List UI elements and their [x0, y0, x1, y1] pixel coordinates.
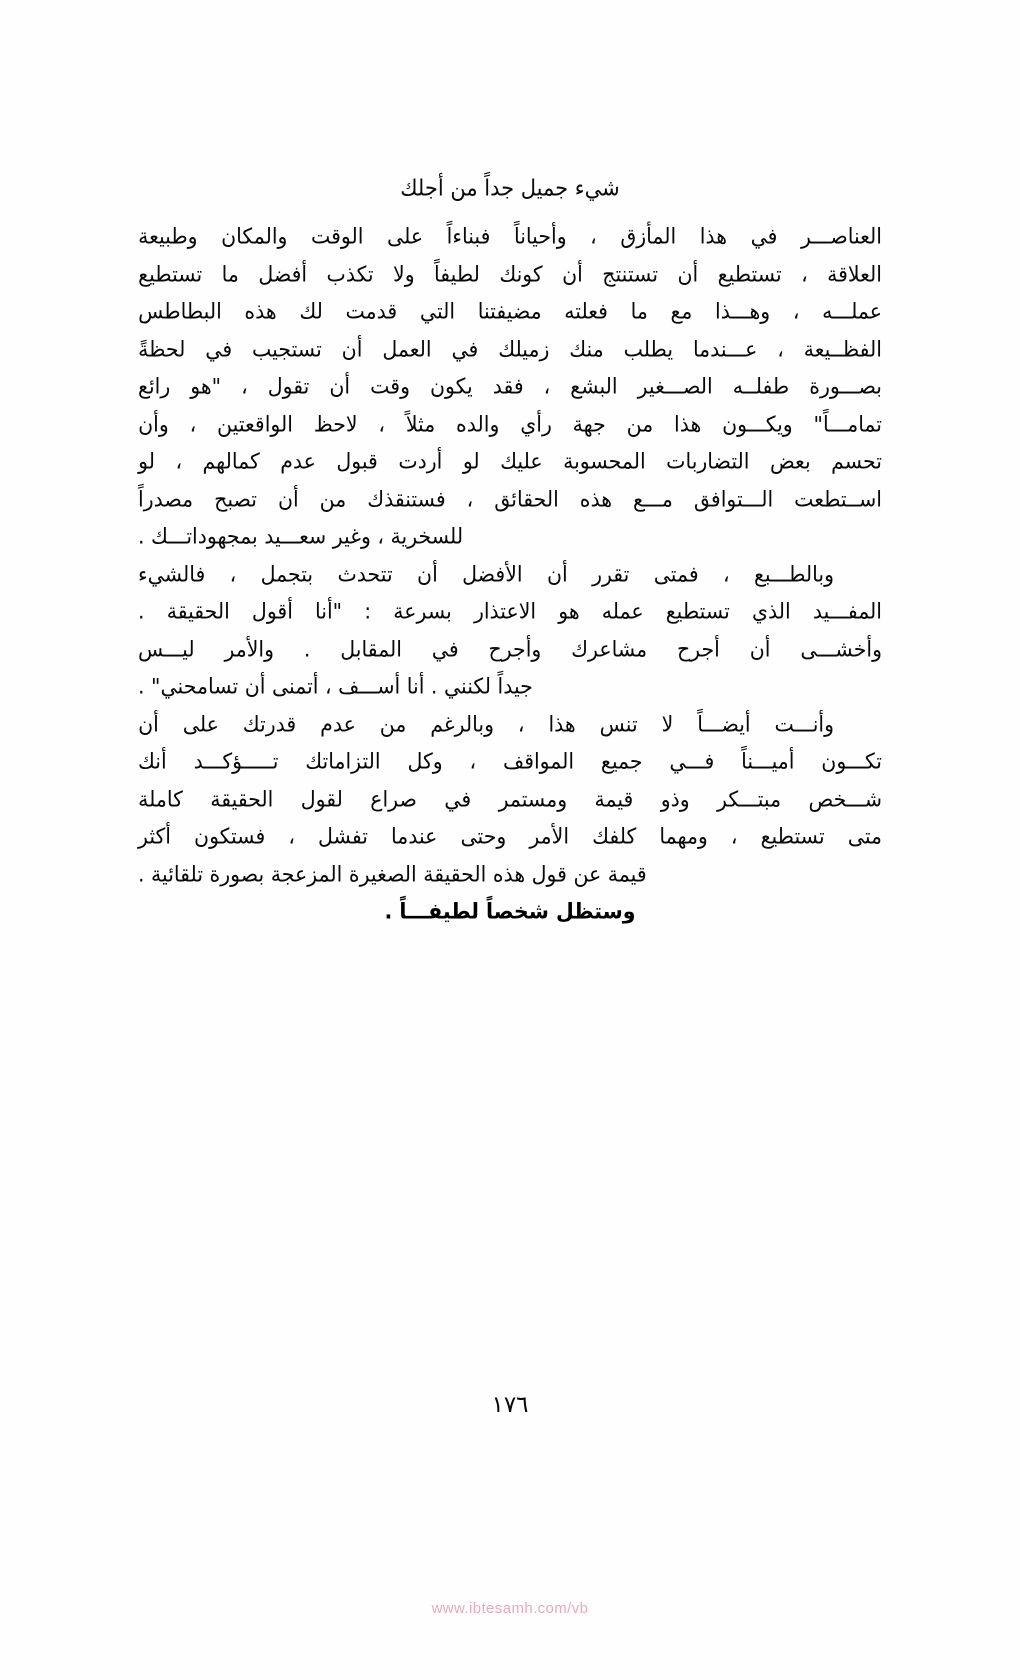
text-word: .: [303, 635, 311, 662]
text-word: في: [205, 335, 233, 362]
text-word: للسخرية ، وغير سعـــيد بمجهوداتـــك .: [138, 523, 464, 549]
text-word: الوقت: [310, 223, 364, 249]
text-word: "هو: [190, 373, 222, 399]
text-word: ،: [590, 223, 597, 249]
text-word: في: [451, 335, 479, 362]
text-word: على: [386, 223, 424, 249]
text-word: مصدراً: [138, 485, 194, 512]
text-word: لاحظ: [313, 410, 358, 437]
text-word: ،: [730, 823, 738, 849]
text-word: وكل: [407, 748, 443, 774]
text-word: لا: [661, 710, 674, 737]
text-word: وطبيعة: [138, 223, 198, 249]
text-word: وبالرغم: [430, 710, 495, 737]
text-word: تستطيع: [717, 260, 782, 287]
text-word: طفلــه: [732, 373, 790, 399]
text-word: من: [379, 710, 407, 737]
text-word: مثلاً: [405, 410, 436, 437]
page-number: ١٧٦: [491, 1392, 529, 1418]
text-word: كمالهم: [202, 448, 260, 474]
text-word: المواقف: [502, 748, 575, 774]
text-word: والأمر: [224, 635, 275, 662]
text-word: أنك: [138, 748, 167, 774]
text-line: [138, 817, 882, 856]
text-word: عدم: [280, 448, 316, 474]
text-word: تقرر: [592, 560, 630, 587]
text-word: ،: [175, 448, 183, 474]
text-word: ،: [543, 373, 551, 399]
text-word: رائع: [138, 373, 171, 399]
text-word: وأنـــت: [774, 710, 834, 737]
text-word: من: [626, 410, 654, 437]
text-word: رأي: [520, 410, 552, 437]
text-word: العلاقة: [827, 260, 882, 287]
text-word: الأمر: [529, 823, 570, 849]
text-word: لطيفاً: [434, 260, 480, 287]
text-line: [138, 292, 882, 331]
text-word: تفشل: [318, 823, 368, 849]
text-word: ومهما: [659, 823, 708, 849]
page-title: شيء جميل جداً من أجلك: [400, 175, 620, 201]
text-line: [138, 255, 882, 294]
text-word: أميـــناً: [741, 748, 795, 774]
text-word: لك: [299, 298, 323, 324]
text-word: الحقيقة: [166, 598, 230, 624]
text-word: هذه: [244, 298, 277, 324]
text-word: أن: [677, 260, 699, 287]
text-word: فقد: [492, 373, 524, 399]
text-word: الفظــيعة: [803, 335, 882, 362]
text-word: هذا: [699, 223, 728, 249]
text-line: [138, 442, 882, 481]
text-word: الواقعتين: [217, 410, 293, 437]
text-word: ،: [792, 298, 800, 324]
text-word: أيضـــاً: [697, 710, 751, 737]
text-word: ليـــس: [138, 635, 195, 662]
text-word: وأجرح: [488, 635, 542, 662]
text-word: هذا: [548, 710, 576, 737]
text-line: [138, 517, 882, 556]
text-word: يطلب: [623, 335, 674, 362]
text-word: قدمت: [345, 298, 398, 324]
text-word: وهـــذا: [715, 298, 771, 324]
text-word: تمامـــاً": [813, 410, 882, 437]
text-word: كلفك: [592, 823, 637, 849]
text-word: تستجيب: [252, 335, 322, 362]
text-word: جميع: [600, 748, 643, 774]
text-word: أن: [749, 635, 771, 662]
text-word: الحقائق: [494, 485, 559, 512]
text-word: وذو: [660, 785, 690, 812]
text-line: [138, 705, 882, 744]
text-word: المحسوبة: [563, 448, 646, 474]
text-word: في: [750, 223, 778, 249]
text-word: أن: [546, 560, 568, 587]
text-line: [138, 367, 882, 406]
text-word: فبناءاً: [446, 223, 491, 249]
text-word: فالشيء: [138, 560, 206, 587]
text-line: [138, 780, 882, 819]
text-word: مشاعرك: [571, 635, 648, 662]
text-word: اســتطعت: [794, 485, 882, 512]
text-word: وأخشـــى: [800, 635, 882, 662]
text-word: أردت: [398, 448, 443, 474]
text-word: المأزق: [620, 223, 677, 249]
text-word: مضيفتنا: [477, 298, 542, 324]
text-word: أن: [329, 373, 351, 399]
text-word: ،: [241, 373, 248, 399]
text-word: تستطيع: [665, 598, 730, 624]
text-line: [138, 555, 882, 594]
text-word: تحسم: [831, 448, 882, 474]
text-word: قدرتك: [242, 710, 297, 737]
text-word: عـــندما: [692, 335, 758, 362]
text-word: مبتـــكر: [717, 785, 782, 812]
text-word: عمله: [601, 598, 644, 624]
text-word: فعلته: [564, 298, 608, 324]
text-word: هذا: [674, 410, 702, 437]
text-word: وبالطـــبع: [753, 560, 834, 587]
text-word: ويكـــون: [722, 410, 793, 437]
text-word: لقول: [300, 785, 343, 812]
site-watermark: www.ibtesamh.com/vb: [431, 1600, 589, 1617]
text-word: الحقيقة: [210, 785, 274, 812]
text-line: [138, 742, 882, 781]
text-word: لو: [138, 448, 155, 474]
text-word: مـــع: [632, 485, 673, 512]
text-word: قيمة: [594, 785, 634, 812]
text-word: تكـــون: [821, 748, 882, 774]
text-line: [138, 667, 882, 706]
text-word: أن: [417, 560, 438, 587]
text-word: ،: [723, 560, 730, 587]
text-word: شـــخص: [808, 785, 882, 812]
text-line: [138, 592, 882, 631]
text-word: المفـــيد: [812, 598, 882, 624]
text-word: تستطيع: [760, 823, 825, 849]
text-word: تصبح: [214, 485, 258, 512]
text-word: الأفضل: [462, 560, 523, 587]
text-word: لو: [462, 448, 480, 474]
paragraph-2: [138, 556, 882, 706]
text-word: قبول: [336, 448, 378, 474]
text-word: فمتى: [653, 560, 699, 587]
text-word: في: [431, 635, 459, 662]
text-word: العمل: [382, 335, 432, 362]
text-line: [138, 217, 882, 256]
text-word: ،: [288, 823, 295, 849]
text-word: هو: [558, 598, 580, 624]
paragraph-1: [138, 218, 882, 556]
text-word: زميلك: [498, 335, 550, 362]
text-word: أن: [562, 260, 583, 287]
text-word: تستنتج: [602, 260, 659, 287]
text-word: :: [364, 598, 372, 624]
text-word: فستنقذك: [367, 485, 446, 512]
text-word: ،: [777, 335, 784, 362]
text-word: أجرح: [676, 635, 720, 662]
text-word: بسرعة: [393, 598, 452, 624]
text-word: أكثر: [138, 823, 171, 849]
text-word: من: [319, 485, 347, 512]
text-word: عندما: [390, 823, 438, 849]
text-word: ،: [801, 260, 808, 287]
text-word: بصـــورة: [809, 373, 882, 399]
text-word: بعض: [769, 448, 811, 474]
text-word: متى: [847, 823, 882, 849]
text-word: ومستمر: [498, 785, 568, 812]
text-word: ،: [517, 710, 525, 737]
text-word: عليك: [500, 448, 543, 474]
text-word: جيداً لكنني . أنا أســـف ، أتمنى أن تسامحني" .: [138, 673, 533, 699]
text-word: لحظةً: [138, 335, 186, 362]
text-word: ،: [378, 410, 386, 437]
text-word: وحتى: [460, 823, 507, 849]
text-word: أقول: [251, 598, 293, 624]
text-word: تقول: [267, 373, 310, 399]
text-word: وقت: [370, 373, 410, 399]
text-word: عملـــه: [822, 298, 882, 324]
text-word: صراع: [370, 785, 417, 812]
text-word: أن: [138, 710, 159, 737]
text-line: [138, 330, 882, 369]
text-word: أفضل: [258, 260, 308, 287]
text-word: تـــــؤكـــد: [193, 748, 279, 774]
text-word: والمكان: [221, 223, 288, 249]
text-word: في: [444, 785, 472, 812]
text-line: [138, 405, 882, 444]
text-word: ،: [466, 485, 474, 512]
text-word: البشع: [570, 373, 618, 399]
text-word: قيمة عن قول هذه الحقيقة الصغيرة المزعجة بصورة تلقائية .: [138, 860, 647, 887]
text-word: الصـــغير: [637, 373, 713, 399]
text-word: أن: [277, 485, 299, 512]
body-text: [138, 218, 882, 893]
text-word: .: [138, 598, 145, 624]
text-line: [138, 630, 882, 669]
text-word: التي: [419, 298, 456, 324]
text-word: ،: [229, 560, 237, 587]
text-word: الاعتذار: [473, 598, 537, 624]
text-word: ولا: [393, 260, 415, 287]
text-word: تنس: [599, 710, 638, 737]
text-word: يكون: [430, 373, 473, 399]
text-word: الذي: [751, 598, 791, 624]
text-word: ،: [469, 748, 477, 774]
text-word: هذه: [579, 485, 613, 512]
text-word: فـــي: [669, 748, 715, 774]
closing-line: وستظل شخصاً لطيفـــاً .: [384, 898, 636, 924]
text-word: كونك: [499, 260, 543, 287]
text-word: والده: [456, 410, 500, 437]
text-word: أن: [341, 335, 363, 362]
text-word: المقابل: [340, 635, 402, 662]
text-word: منك: [569, 335, 604, 362]
text-word: التزاماتك: [305, 748, 381, 774]
text-word: وأن: [138, 410, 169, 437]
text-word: عدم: [320, 710, 356, 737]
text-word: كاملة: [138, 785, 183, 812]
text-word: تتحدث: [337, 560, 393, 587]
text-word: تستطيع: [138, 260, 203, 287]
text-word: التضاربات: [666, 448, 750, 474]
text-word: ما: [221, 260, 239, 287]
paragraph-3: [138, 706, 882, 894]
text-word: فستكون: [194, 823, 266, 849]
text-word: وأحياناً: [513, 223, 567, 249]
text-word: تكذب: [326, 260, 374, 287]
text-word: ،: [189, 410, 197, 437]
text-word: بتجمل: [260, 560, 314, 587]
text-word: ما: [630, 298, 648, 324]
text-line: [138, 480, 882, 519]
text-word: الـــتوافق: [693, 485, 774, 512]
text-word: "أنا: [315, 598, 343, 624]
text-word: البطاطس: [138, 298, 222, 324]
text-line: [138, 855, 882, 894]
text-word: العناصـــر: [801, 223, 882, 249]
text-word: مع: [670, 298, 693, 324]
text-word: جهة: [572, 410, 606, 437]
text-word: على: [182, 710, 219, 737]
